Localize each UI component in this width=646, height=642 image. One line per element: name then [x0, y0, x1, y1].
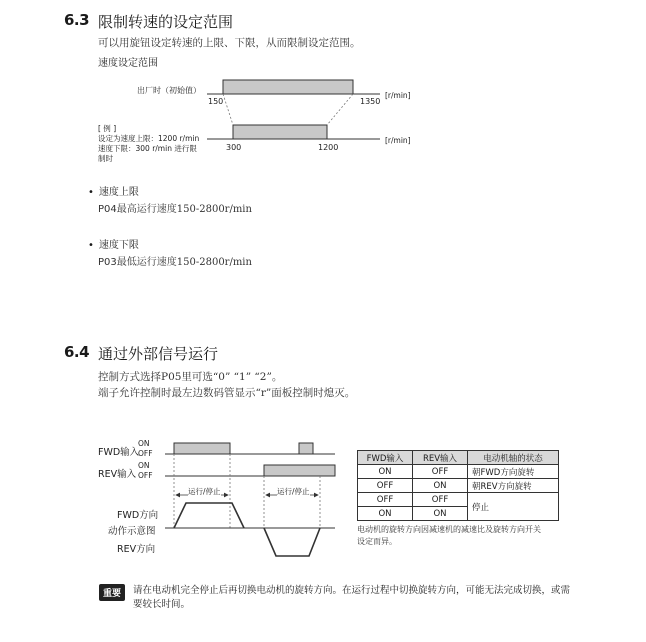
run-stop-label-rev: 运行/停止 [277, 487, 310, 496]
control-mode-line: 控制方式选择P05里可选“0” “1” “2”。 [98, 371, 283, 383]
param-p04-code: P04 [98, 204, 117, 215]
factory-unit-label: [r/min] [385, 91, 411, 100]
factory-label: 出厂时（初始值） [137, 86, 201, 95]
timing-fwd-input-label: FWD输入 [98, 447, 140, 458]
section-title-speed-range: 限制转速的设定范围 [98, 13, 234, 31]
timing-fwd-direction-label: FWD方向 [117, 510, 159, 521]
section-intro: 可以用旋钮设定转速的上限、下限，从而限制设定范围。 [98, 37, 361, 49]
factory-min-label: 150 [208, 97, 224, 106]
table-note-line1: 电动机的旋转方向因减速机的减速比及旋转方向开关 [357, 525, 541, 534]
important-line2: 要较长时间。 [133, 599, 191, 610]
table-cell: OFF [358, 493, 413, 507]
timing-fwd-on: ON [138, 439, 150, 448]
example-unit-label: [r/min] [385, 136, 411, 145]
table-cell: 朝FWD方向旋转 [468, 465, 559, 479]
fwd-motion-profile [174, 503, 244, 528]
section-number-6-4: 6.4 [64, 343, 90, 361]
example-min-label: 300 [226, 143, 242, 152]
table-header-state: 电动机轴的状态 [468, 451, 559, 465]
table-cell: OFF [413, 493, 468, 507]
rev-pulse [264, 465, 335, 476]
table-cell: OFF [413, 465, 468, 479]
table-row [358, 493, 559, 507]
bullet-speed-lower: • 速度下限 [88, 236, 139, 251]
timing-fwd-off: OFF [138, 449, 153, 458]
important-line1: 请在电动机完全停止后再切换电动机的旋转方向。在运行过程中切换旋转方向，可能无法完成切换，或需 [133, 585, 571, 596]
timing-rev-on: ON [138, 461, 150, 470]
diagram-title: 速度设定范围 [98, 58, 158, 69]
table-cell: ON [413, 479, 468, 493]
rev-motion-profile [264, 528, 320, 556]
param-p03-desc: 最低运行速度150-2800r/min [116, 257, 252, 268]
factory-max-label: 1350 [360, 97, 381, 106]
table-cell: ON [358, 465, 413, 479]
motor-state-table [357, 450, 559, 521]
table-header-row [358, 451, 559, 465]
table-cell: 朝REV方向旋转 [468, 479, 559, 493]
bullet-speed-upper: • 速度上限 [88, 183, 139, 198]
table-row [358, 465, 559, 479]
example-line1: 设定为速度上限：1200 r/min [98, 134, 200, 143]
timing-action-label: 动作示意图 [108, 526, 156, 537]
run-stop-label-fwd: 运行/停止 [188, 487, 221, 496]
terminal-display-line: 端子允许控制时最左边数码管显示“r”面板控制时熄灭。 [98, 387, 356, 399]
important-badge: 重要 [99, 584, 125, 601]
example-title: [ 例 ] [98, 124, 117, 133]
example-max-label: 1200 [318, 143, 339, 152]
section-title-external-signal: 通过外部信号运行 [98, 345, 219, 363]
fwd-pulse-1 [174, 443, 230, 454]
example-line3: 制时 [98, 154, 113, 163]
table-cell-stop: 停止 [468, 493, 559, 521]
table-cell: ON [358, 507, 413, 521]
table-note-line2: 设定而异。 [357, 537, 397, 546]
fwd-pulse-2 [299, 443, 313, 454]
param-p04-desc: 最高运行速度150-2800r/min [116, 204, 252, 215]
timing-rev-direction-label: REV方向 [117, 544, 156, 555]
section-number-6-3: 6.3 [64, 11, 90, 29]
timing-rev-off: OFF [138, 471, 153, 480]
table-cell: ON [413, 507, 468, 521]
table-row [358, 479, 559, 493]
table-header-rev: REV输入 [413, 451, 468, 465]
param-p03-code: P03 [98, 257, 117, 268]
table-header-fwd: FWD输入 [358, 451, 413, 465]
timing-rev-input-label: REV输入 [98, 469, 137, 480]
example-line2: 速度下限：300 r/min 进行限 [98, 144, 197, 153]
table-cell: OFF [358, 479, 413, 493]
